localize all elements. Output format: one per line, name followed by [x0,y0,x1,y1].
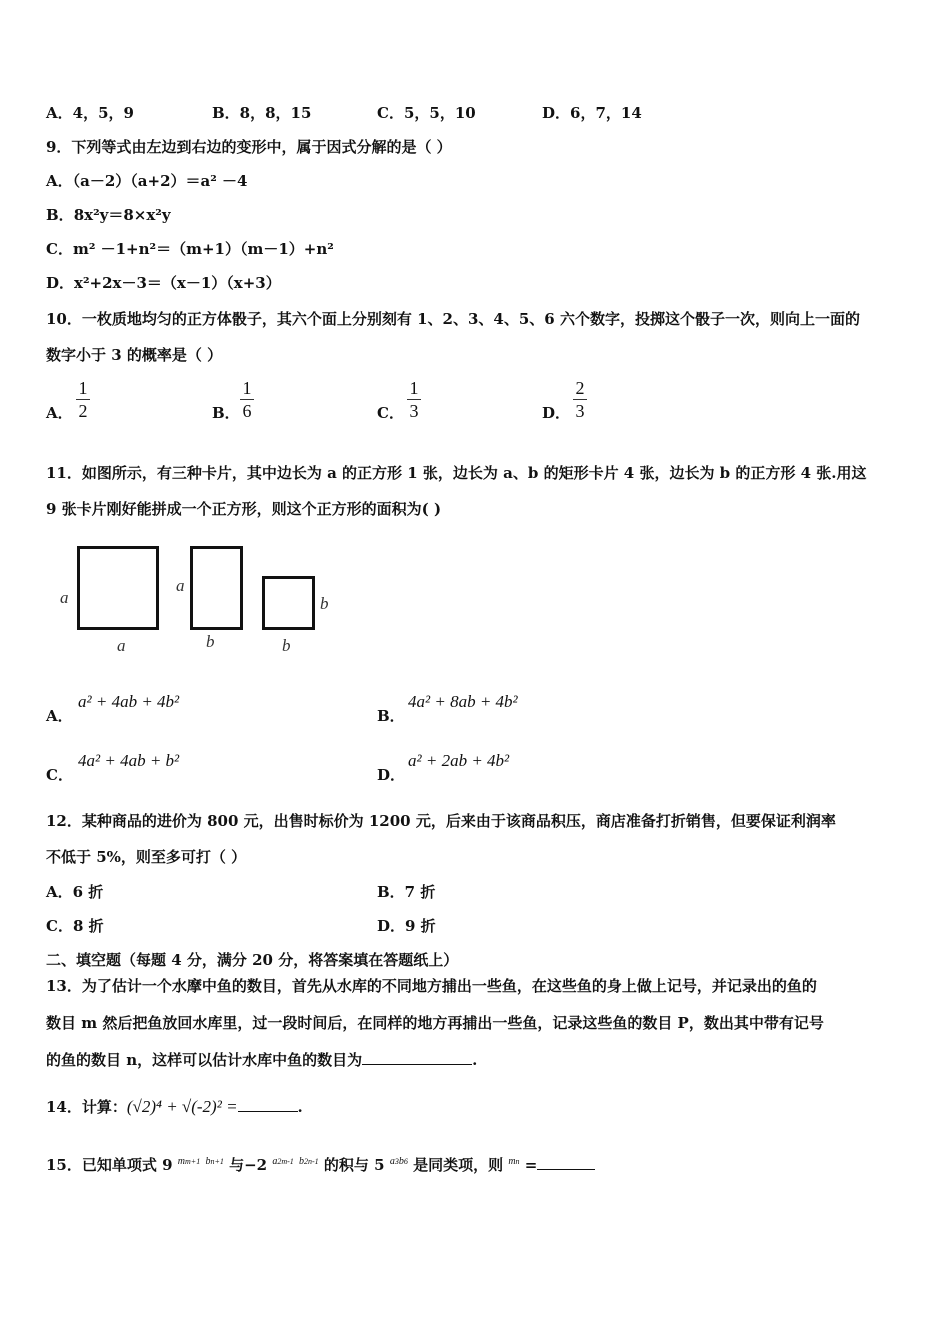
q10-option-b-label: B． [212,404,240,422]
square-b-side-label: b [320,594,329,613]
q9-option-a: A．（a－2）（a+2）＝a² －4 [46,172,248,190]
q10-option-c-label: C． [377,404,404,422]
square-a-card [77,546,159,630]
q8-option-c: C．5，5，10 [377,104,476,122]
q10-option-a-label: A． [46,404,73,422]
q9-option-d: D．x²+2x－3＝（x－1）（x+3） [46,274,281,292]
q11-stem-line1: 11．如图所示，有三种卡片，其中边长为 a 的正方形 1 张，边长为 a、b 的矩形卡片 4 张，边长为 b 的正方形 4 张.用这 [46,464,867,482]
q11-option-a: a² + 4ab + 4b² [78,692,180,711]
q15-line: 15．已知单项式 9 $^{mm+1}$ $^{bn+1}$ 与−2 $^{a2m-1}$ $^{b2n-1}$ 的积与 5 $^{a3b6}$ 是同类项，则 $^{mn}$ = [46,1154,595,1175]
q11-option-d: a² + 2ab + 4b² [408,751,510,770]
section-fill-in-heading: 二、填空题（每题 4 分，满分 20 分，将答案填在答题纸上） [46,951,459,969]
q14-expression: (√2)⁴ + √(-2)² = [126,1097,238,1116]
q13-line1: 13．为了估计一个水摩中鱼的数目，首先从水库的不同地方捕出一些鱼，在这些鱼的身上做上记号，并记录出的鱼的 [46,977,817,995]
square-b-bottom-label: b [282,636,291,655]
square-b-card [262,576,315,630]
q10-stem-line1: 10．一枚质地均匀的正方体骰子，其六个面上分别刻有 1、2、3、4、5、6 六个数字，投掷这个骰子一次，则向上一面的 [46,310,860,328]
q10-stem-line2: 数字小于 3 的概率是（ ） [46,346,223,364]
q12-option-c: C．8 折 [46,917,104,935]
q15-answer-blank[interactable] [537,1169,595,1170]
rectangle-side-label: a [176,576,185,595]
q14-line: 14．计算：(√2)⁴ + √(-2)² = . [46,1097,303,1116]
q11-option-d-label: D． [377,766,406,784]
q11-option-c: 4a² + 4ab + b² [78,751,180,770]
q12-option-d: D．9 折 [377,917,436,935]
q10-option-d-fraction: 2 3 [573,378,587,421]
q11-option-c-label: C． [46,766,73,784]
q12-stem-line1: 12．某种商品的进价为 800 元，出售时标价为 1200 元，后来由于该商品积压，商店准备打折销售，但要保证利润率 [46,812,836,830]
q10-option-d-label: D． [542,404,571,422]
q9-stem: 9．下列等式由左边到右边的变形中，属于因式分解的是（ ） [46,138,452,156]
q11-stem-line2: 9 张卡片刚好能拼成一个正方形，则这个正方形的面积为( ) [46,500,442,518]
square-a-bottom-label: a [117,636,126,655]
q10-option-a-fraction: 1 2 [76,378,90,421]
square-a-side-label: a [60,588,69,607]
q9-option-c: C．m² －1+n²＝（m+1）（m－1）+n² [46,240,334,258]
q8-option-a: A．4，5，9 [46,104,134,122]
q10-option-c-fraction: 1 3 [407,378,421,421]
rectangle-bottom-label: b [206,632,215,651]
q12-option-a: A．6 折 [46,883,104,901]
q12-option-b: B．7 折 [377,883,436,901]
q13-answer-blank[interactable] [362,1064,472,1065]
q9-option-b: B．8x²y＝8×x²y [46,206,171,224]
q11-option-b-label: B． [377,707,405,725]
q8-option-d: D．6，7，14 [542,104,642,122]
q12-stem-line2: 不低于 5%，则至多可打（ ） [46,848,247,866]
rectangle-ab-card [190,546,243,630]
q13-line3: 的鱼的数目 n，这样可以估计水库中鱼的数目为 . [46,1051,478,1069]
q14-answer-blank[interactable] [238,1111,298,1112]
q13-line2: 数目 m 然后把鱼放回水库里，过一段时间后，在同样的地方再捕出一些鱼，记录这些鱼的数目 P，数出其中带有记号 [46,1014,824,1032]
q10-option-b-fraction: 1 6 [240,378,254,421]
q8-option-b: B．8，8，15 [212,104,312,122]
q11-option-b: 4a² + 8ab + 4b² [408,692,518,711]
q11-option-a-label: A． [46,707,73,725]
